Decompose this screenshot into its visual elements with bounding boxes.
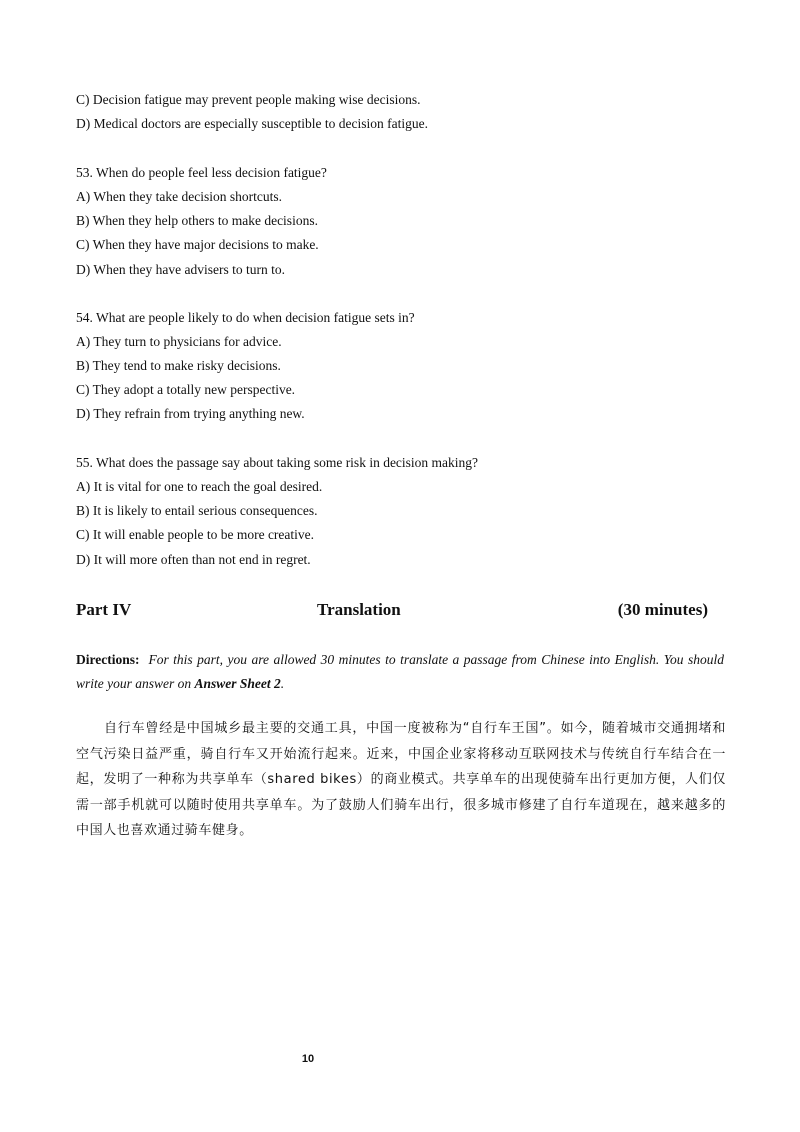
q52-option-c: C) Decision fatigue may prevent people making wise decisions. bbox=[76, 92, 421, 107]
q54-option-a: A) They turn to physicians for advice. bbox=[76, 334, 282, 349]
q54-option-d: D) They refrain from trying anything new. bbox=[76, 406, 305, 421]
q55-option-c: C) It will enable people to be more creative. bbox=[76, 527, 315, 542]
q53-option-c: C) When they have major decisions to make. bbox=[76, 237, 319, 252]
answer-sheet-reference: Answer Sheet 2 bbox=[194, 676, 281, 691]
q54-option-b: B) They tend to make risky decisions. bbox=[76, 358, 281, 373]
directions-label: Directions: bbox=[76, 652, 140, 667]
page-number: 10 bbox=[301, 1053, 315, 1065]
q53-option-d: D) When they have advisers to turn to. bbox=[76, 262, 285, 277]
directions-text: For this part, you are allowed 30 minutes to translate a passage from Chinese into English. You should write your answer on bbox=[76, 652, 725, 691]
translation-passage: 自行车曾经是中国城乡最主要的交通工具，中国一度被称为“自行车王国”。如今，随着城市交通拥堵和空气污染日益严重，骑自行车又开始流行起来。近来，中国企业家将移动互联网技术与传统自行车结合在一起，发明了一种称为共享单车（shared bikes）的商业模式。共享单车的出现使骑车出行更加方便，人们仅需一部手机就可以随时使用共享单车。为了鼓励人们骑车出行，很多城市修建了自行车道现在，越来越多的中国人也喜欢通过骑车健身。 bbox=[76, 721, 726, 839]
q54-option-c: C) They adopt a totally new perspective. bbox=[76, 382, 296, 397]
q55-option-a: A) It is vital for one to reach the goal desired. bbox=[76, 479, 323, 494]
part-time-limit: (30 minutes) bbox=[617, 600, 708, 619]
q52-option-d: D) Medical doctors are especially susceptible to decision fatigue. bbox=[76, 116, 429, 131]
part-header bbox=[76, 598, 708, 622]
part-title: Translation bbox=[317, 600, 401, 619]
q53-question: 53. When do people feel less decision fatigue? bbox=[76, 165, 327, 180]
directions-end: . bbox=[280, 676, 285, 691]
directions bbox=[76, 648, 724, 696]
q53-option-b: B) When they help others to make decisions. bbox=[76, 213, 318, 228]
q55-question: 55. What does the passage say about taking some risk in decision making? bbox=[76, 455, 479, 470]
q55-option-d: D) It will more often than not end in regret. bbox=[76, 552, 311, 567]
q55-option-b: B) It is likely to entail serious consequences. bbox=[76, 503, 318, 518]
q53-option-a: A) When they take decision shortcuts. bbox=[76, 189, 282, 204]
part-number: Part IV bbox=[76, 600, 132, 619]
q54-question: 54. What are people likely to do when decision fatigue sets in? bbox=[76, 310, 415, 325]
